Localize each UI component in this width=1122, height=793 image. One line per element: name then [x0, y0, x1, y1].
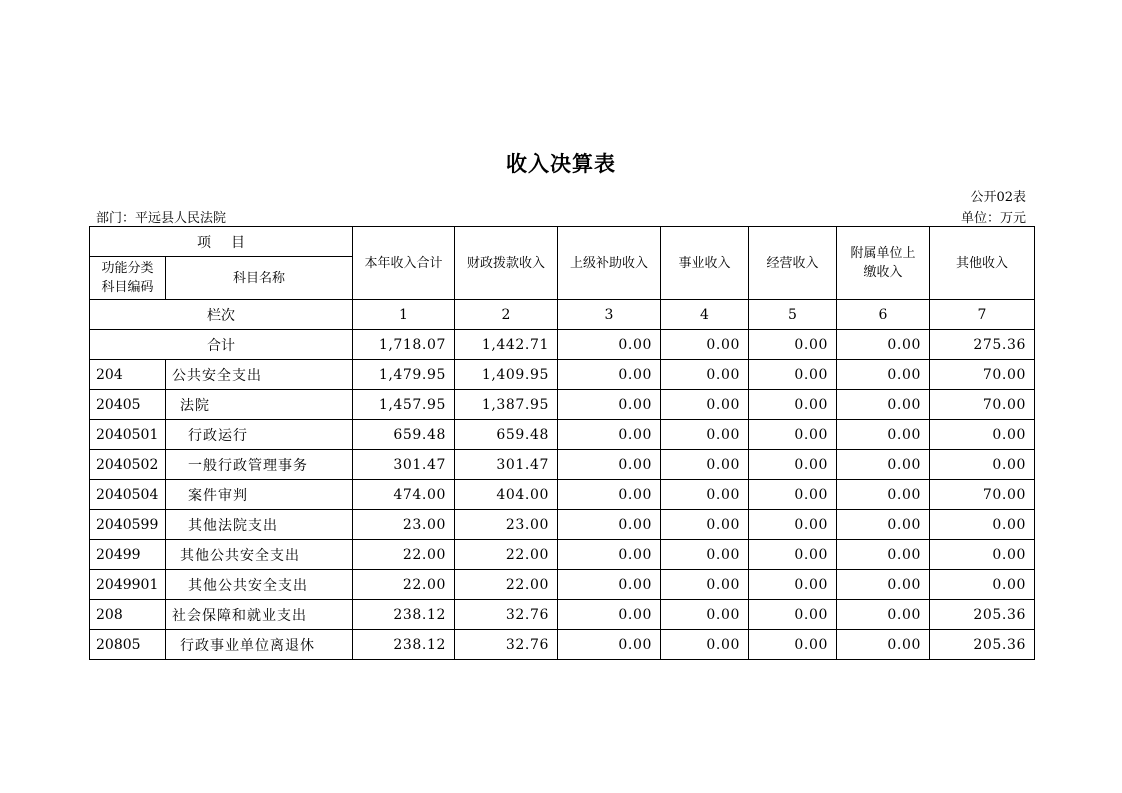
col-number-2: 2: [455, 300, 558, 330]
row-value: 0.00: [749, 450, 837, 480]
row-value: 0.00: [930, 510, 1035, 540]
table-row: [90, 480, 1035, 510]
form-number: 公开02表: [970, 190, 1026, 205]
table-row: [90, 540, 1035, 570]
row-value: 0.00: [930, 540, 1035, 570]
row-value: 32.76: [455, 600, 558, 630]
row-value: 0.00: [749, 570, 837, 600]
row-value: 0.00: [558, 420, 661, 450]
row-value: 0.00: [661, 540, 749, 570]
row-value: 0.00: [558, 570, 661, 600]
row-value: 0.00: [558, 540, 661, 570]
row-value: 0.00: [558, 480, 661, 510]
row-value: 0.00: [749, 600, 837, 630]
row-subject-name: 一般行政管理事务: [166, 450, 353, 480]
row-subject-name: 其他公共安全支出: [166, 570, 353, 600]
row-value: 0.00: [837, 540, 930, 570]
row-code: 20405: [90, 390, 166, 420]
row-value: 205.36: [930, 630, 1035, 660]
row-value: 0.00: [558, 510, 661, 540]
total-label: 合计: [90, 330, 353, 360]
row-value: 0.00: [661, 390, 749, 420]
col-header-7: 其他收入: [930, 227, 1035, 300]
total-value: 0.00: [661, 330, 749, 360]
row-value: 22.00: [353, 540, 455, 570]
row-value: 301.47: [455, 450, 558, 480]
row-value: 0.00: [661, 480, 749, 510]
row-value: 22.00: [353, 570, 455, 600]
row-value: 659.48: [455, 420, 558, 450]
row-value: 659.48: [353, 420, 455, 450]
row-value: 0.00: [749, 480, 837, 510]
col-number-3: 3: [558, 300, 661, 330]
row-value: 1,409.95: [455, 360, 558, 390]
row-value: 238.12: [353, 630, 455, 660]
table-row: [90, 360, 1035, 390]
row-value: 0.00: [837, 630, 930, 660]
total-value: 1,442.71: [455, 330, 558, 360]
row-value: 0.00: [837, 420, 930, 450]
row-value: 0.00: [661, 420, 749, 450]
row-value: 1,479.95: [353, 360, 455, 390]
row-value: 301.47: [353, 450, 455, 480]
row-value: 0.00: [661, 630, 749, 660]
row-value: 0.00: [930, 450, 1035, 480]
row-code: 2049901: [90, 570, 166, 600]
row-code: 20805: [90, 630, 166, 660]
col-header-5: 经营收入: [749, 227, 837, 300]
col-number-7: 7: [930, 300, 1035, 330]
row-code: 2040504: [90, 480, 166, 510]
col-number-6: 6: [837, 300, 930, 330]
row-value: 0.00: [749, 510, 837, 540]
unit-label: 单位：万元: [960, 211, 1026, 226]
col-header-6-line2: 缴收入: [863, 265, 903, 280]
total-row: [90, 330, 1035, 360]
row-value: 0.00: [558, 630, 661, 660]
row-value: 23.00: [455, 510, 558, 540]
row-value: 0.00: [837, 600, 930, 630]
col-header-3: 上级补助收入: [558, 227, 661, 300]
row-value: 0.00: [661, 600, 749, 630]
row-value: 22.00: [455, 570, 558, 600]
col-header-4: 事业收入: [661, 227, 749, 300]
row-value: 205.36: [930, 600, 1035, 630]
row-value: 404.00: [455, 480, 558, 510]
row-value: 0.00: [661, 510, 749, 540]
row-value: 0.00: [837, 480, 930, 510]
table-row: [90, 510, 1035, 540]
row-subject-name: 其他法院支出: [166, 510, 353, 540]
row-value: 0.00: [837, 360, 930, 390]
table-row: [90, 630, 1035, 660]
row-code: 20499: [90, 540, 166, 570]
row-subject-name: 案件审判: [166, 480, 353, 510]
income-table: [89, 226, 1035, 660]
row-value: 0.00: [558, 450, 661, 480]
col-number-5: 5: [749, 300, 837, 330]
total-value: 1,718.07: [353, 330, 455, 360]
row-value: 0.00: [930, 570, 1035, 600]
col-header-6-line1: 附属单位上: [850, 246, 916, 261]
department-label: 部门：平远县人民法院: [96, 211, 227, 226]
func-code-header: [90, 257, 166, 300]
row-value: 474.00: [353, 480, 455, 510]
row-value: 70.00: [930, 480, 1035, 510]
row-value: 1,457.95: [353, 390, 455, 420]
row-value: 0.00: [837, 570, 930, 600]
row-value: 0.00: [661, 360, 749, 390]
row-value: 23.00: [353, 510, 455, 540]
row-subject-name: 行政事业单位离退休: [166, 630, 353, 660]
table-row: [90, 420, 1035, 450]
func-code-header-line2: 科目编码: [101, 280, 154, 295]
row-value: 22.00: [455, 540, 558, 570]
total-value: 275.36: [930, 330, 1035, 360]
page-title: 收入决算表: [506, 152, 616, 176]
row-value: 0.00: [558, 600, 661, 630]
row-code: 204: [90, 360, 166, 390]
row-value: 70.00: [930, 360, 1035, 390]
row-subject-name: 社会保障和就业支出: [166, 600, 353, 630]
row-subject-name: 其他公共安全支出: [166, 540, 353, 570]
row-value: 0.00: [749, 360, 837, 390]
subject-name-header: 科目名称: [166, 257, 353, 300]
row-code: 2040599: [90, 510, 166, 540]
row-value: 1,387.95: [455, 390, 558, 420]
total-value: 0.00: [837, 330, 930, 360]
table-row: [90, 570, 1035, 600]
table-row: [90, 600, 1035, 630]
row-code: 2040501: [90, 420, 166, 450]
row-value: 32.76: [455, 630, 558, 660]
row-value: 0.00: [558, 390, 661, 420]
col-header-1: 本年收入合计: [353, 227, 455, 300]
table-row: [90, 390, 1035, 420]
row-value: 0.00: [837, 510, 930, 540]
row-code: 208: [90, 600, 166, 630]
row-code: 2040502: [90, 450, 166, 480]
total-value: 0.00: [749, 330, 837, 360]
project-header: 项目: [90, 227, 353, 257]
row-value: 0.00: [661, 570, 749, 600]
row-label-header: 栏次: [90, 300, 353, 330]
row-value: 0.00: [930, 420, 1035, 450]
row-subject-name: 法院: [166, 390, 353, 420]
table-row: [90, 450, 1035, 480]
row-value: 0.00: [837, 390, 930, 420]
row-subject-name: 公共安全支出: [166, 360, 353, 390]
row-value: 70.00: [930, 390, 1035, 420]
row-subject-name: 行政运行: [166, 420, 353, 450]
row-value: 0.00: [749, 630, 837, 660]
col-header-2: 财政拨款收入: [455, 227, 558, 300]
col-number-1: 1: [353, 300, 455, 330]
row-value: 0.00: [837, 450, 930, 480]
row-value: 0.00: [749, 420, 837, 450]
row-value: 0.00: [558, 360, 661, 390]
row-value: 0.00: [661, 450, 749, 480]
row-value: 0.00: [749, 540, 837, 570]
col-number-4: 4: [661, 300, 749, 330]
row-value: 0.00: [749, 390, 837, 420]
row-value: 238.12: [353, 600, 455, 630]
col-header-6: [837, 227, 930, 300]
total-value: 0.00: [558, 330, 661, 360]
func-code-header-line1: 功能分类: [101, 261, 154, 276]
